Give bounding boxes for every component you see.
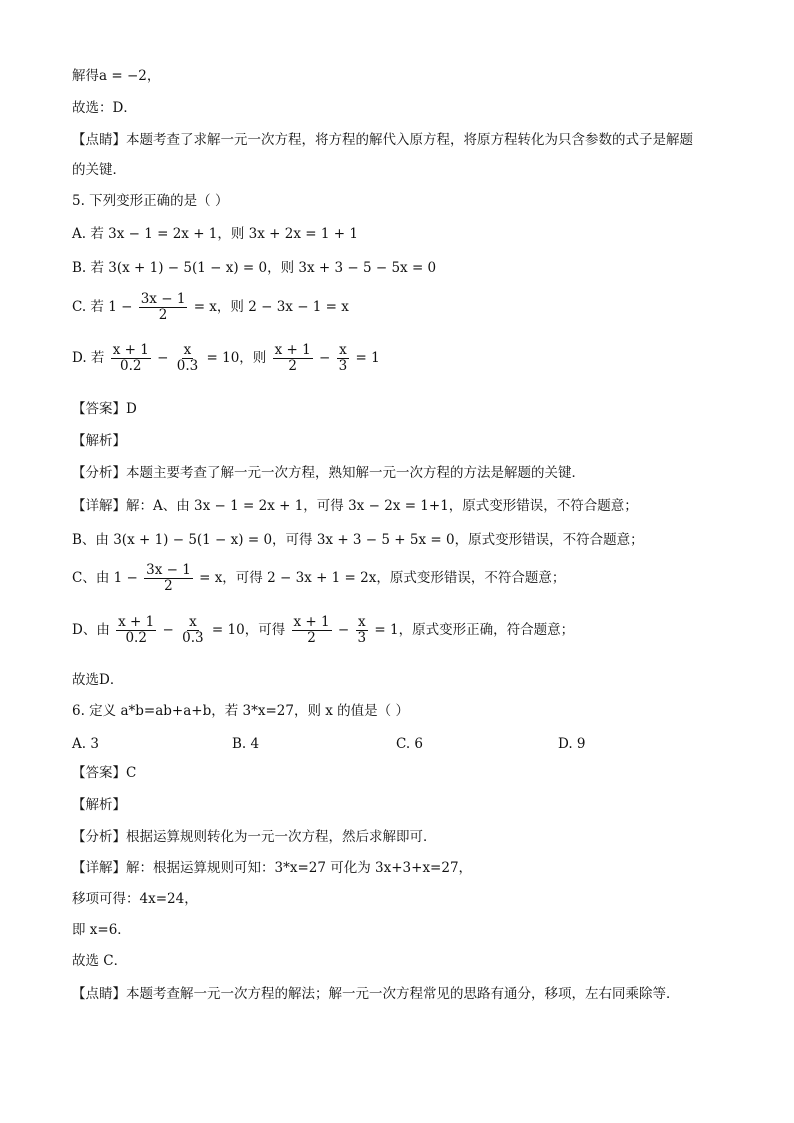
choose-6: 故选 C． — [72, 953, 128, 969]
q5d-minus: − — [157, 350, 169, 366]
d5d-prefix: D、由 — [72, 622, 110, 638]
q6-option-b: B. 4 — [232, 736, 260, 752]
q5d-num-3: x + 1 — [274, 342, 311, 358]
detail-5a: 【详解】解：A、由 3x − 1 = 2x + 1，可得 3x − 2x = 1+1，原式变形错误，不符合题意； — [72, 498, 638, 514]
q5c-denominator: 2 — [158, 307, 168, 323]
d5c-prefix: C、由 1 − — [72, 570, 138, 586]
q5d-num-2: x — [183, 342, 192, 358]
q5d-mid: = 10，则 — [206, 350, 267, 366]
q5-option-a: A. 若 3x − 1 = 2x + 1，则 3x + 2x = 1 + 1 — [72, 226, 358, 242]
answer-6: 【答案】C — [72, 765, 137, 781]
d5d-den-4: 3 — [357, 630, 367, 646]
q5-option-c — [72, 292, 349, 323]
q6-option-d: D. 9 — [558, 736, 586, 752]
question-6: 6. 定义 a*b=ab+a+b，若 3*x=27，则 x 的值是（ ） — [72, 703, 409, 719]
d5d-num-1: x + 1 — [118, 614, 155, 630]
answer-5: 【答案】D — [72, 401, 137, 417]
result-6: 即 x=6． — [72, 922, 131, 938]
comment-6: 【点睛】本题考查解一元一次方程的解法；解一元一次方程常见的思路有通分，移项，左右同乘除等． — [72, 986, 680, 1002]
detail-5d — [72, 615, 574, 646]
q5d-den-4: 3 — [338, 358, 348, 374]
detail-6: 【详解】解：根据运算规则可知：3*x=27 可化为 3x+3+x=27， — [72, 860, 473, 876]
d5c-numerator: 3x − 1 — [146, 562, 191, 578]
analysis-header-6: 【解析】 — [72, 797, 126, 813]
d5d-den-3: 2 — [307, 630, 316, 646]
analysis-6: 【分析】根据运算规则转化为一元一次方程，然后求解即可． — [72, 829, 437, 845]
q5c-prefix: C. 若 1 − — [72, 299, 133, 315]
d5d-den-2: 0.3 — [182, 630, 204, 646]
q5d-den-3: 2 — [288, 358, 297, 374]
d5d-num-3: x + 1 — [293, 614, 330, 630]
detail-5b: B、由 3(x + 1) − 5(1 − x) = 0，可得 3x + 3 − 5 + 5x = 0，原式变形错误，不符合题意； — [72, 532, 644, 548]
d5d-end: = 1，原式变形正确，符合题意； — [374, 622, 575, 638]
q5d-num-1: x + 1 — [112, 342, 149, 358]
d5c-denominator: 2 — [164, 578, 173, 594]
choose-5: 故选D． — [72, 672, 124, 688]
question-5: 5. 下列变形正确的是（ ） — [72, 193, 229, 209]
d5d-fraction-2 — [180, 615, 205, 646]
q5-option-b: B. 若 3(x + 1) − 5(1 − x) = 0，则 3x + 3 − 5 − 5x = 0 — [72, 260, 437, 276]
q5d-num-4: x — [339, 342, 347, 358]
d5d-fraction-4 — [356, 615, 369, 646]
q5d-fraction-2 — [175, 343, 200, 374]
q5c-numerator: 3x − 1 — [140, 291, 186, 307]
q5d-fraction-4 — [337, 343, 350, 374]
d5d-minus: − — [162, 622, 174, 638]
analysis-5: 【分析】本题主要考查了解一元一次方程，熟知解一元一次方程的方法是解题的关键． — [72, 465, 585, 481]
comment-line-cont: 的关键． — [72, 162, 126, 178]
d5d-den-1: 0.2 — [125, 630, 147, 646]
d5c-suffix: = x，可得 2 − 3x + 1 = 2x，原式变形错误，不符合题意； — [199, 570, 566, 586]
move-term-6: 移项可得：4x=24， — [72, 891, 198, 907]
q5d-end: = 1 — [355, 350, 380, 366]
q5d-den-1: 0.2 — [120, 358, 142, 374]
q6-option-a: A. 3 — [72, 736, 99, 752]
d5d-num-2: x — [189, 614, 197, 630]
q5d-minus-2: − — [319, 350, 331, 366]
solution-line: 解得a = −2， — [72, 68, 161, 84]
d5d-fraction-1 — [116, 615, 156, 646]
comment-line: 【点睛】本题考查了求解一元一次方程，将方程的解代入原方程，将原方程转化为只含参数的式子是解题 — [72, 132, 693, 148]
d5d-mid: = 10，可得 — [211, 622, 286, 638]
q5d-prefix: D. 若 — [72, 350, 105, 366]
d5d-fraction-3 — [292, 615, 332, 646]
q5d-fraction-1 — [111, 343, 151, 374]
q5c-suffix: = x，则 2 − 3x − 1 = x — [193, 299, 349, 315]
choose-line: 故选：D． — [72, 100, 137, 116]
q5c-fraction — [139, 292, 188, 323]
analysis-header-5: 【解析】 — [72, 433, 126, 449]
detail-5c — [72, 563, 565, 594]
d5c-fraction — [144, 563, 193, 594]
q6-option-c: C. 6 — [396, 736, 424, 752]
q5-option-d — [72, 343, 380, 374]
q5d-fraction-3 — [273, 343, 313, 374]
d5d-num-4: x — [358, 614, 366, 630]
d5d-minus-2: − — [337, 622, 350, 638]
q5d-den-2: 0.3 — [176, 358, 199, 374]
